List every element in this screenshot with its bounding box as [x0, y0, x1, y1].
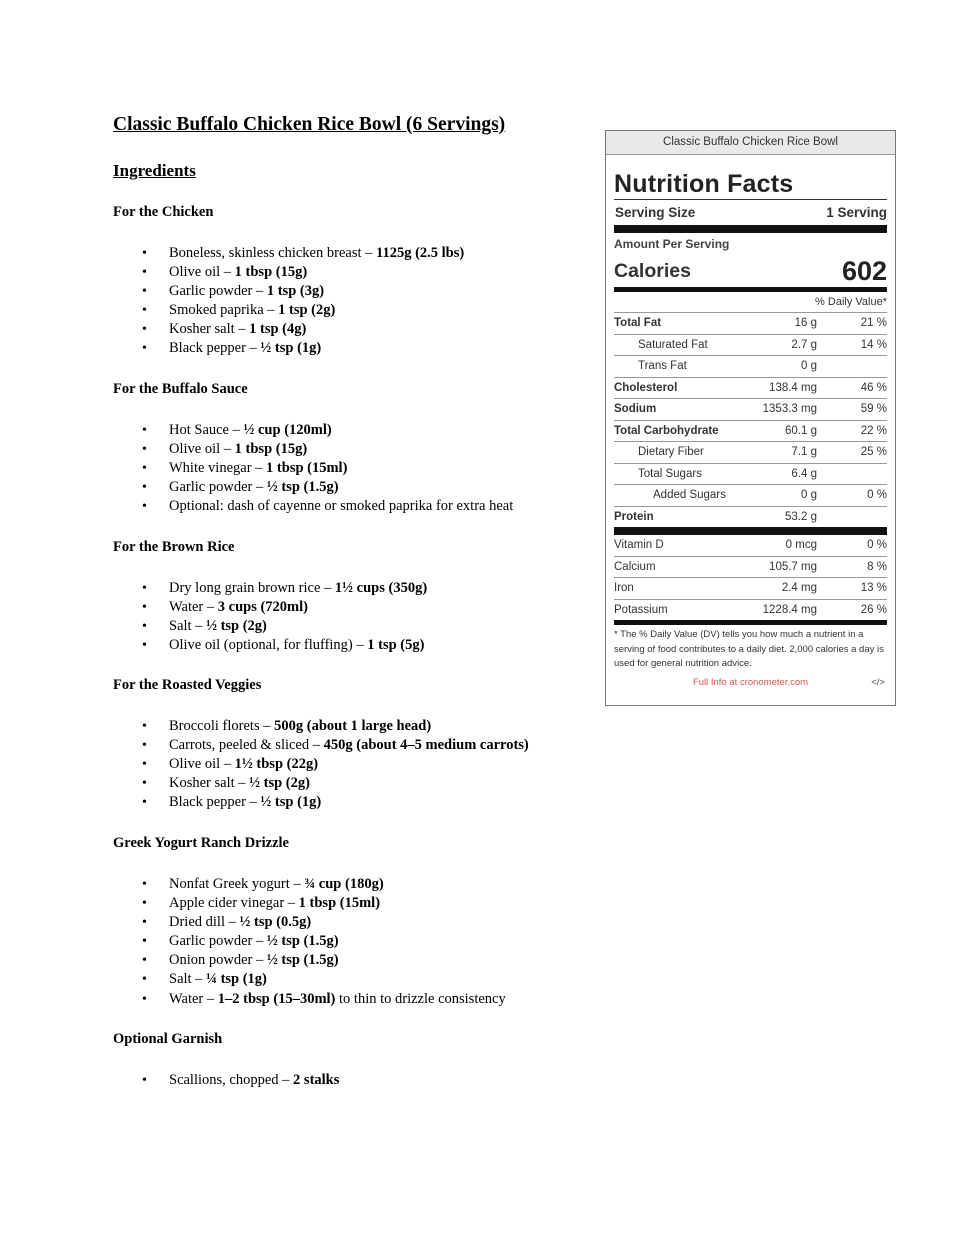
section-title-roasted-veggies: For the Roasted Veggies	[113, 677, 262, 693]
nutrient-row	[614, 377, 887, 399]
daily-value-header: % Daily Value*	[815, 296, 887, 308]
divider	[614, 225, 887, 233]
nutrient-daily-value	[817, 464, 887, 485]
section-title-ranch-drizzle: Greek Yogurt Ranch Drizzle	[113, 835, 289, 851]
ingredient-quantity: 450g (about 4–5 medium carrots)	[323, 737, 529, 754]
ingredient-item	[113, 717, 529, 736]
ingredient-quantity: 1125g (2.5 lbs)	[376, 245, 465, 261]
nutrient-amount: 2.7 g	[791, 338, 817, 351]
nutrient-row	[614, 334, 887, 356]
ingredient-text: Water –	[169, 990, 218, 1007]
ingredient-item	[113, 913, 506, 932]
ingredient-text: Dry long grain brown rice –	[169, 580, 335, 596]
nutrient-daily-value: 13 %	[860, 582, 887, 594]
ingredient-item	[113, 793, 529, 812]
nutrient-daily-value: 8 %	[867, 560, 887, 573]
nutrient-name: Total Fat	[614, 317, 662, 329]
nutrient-daily-value	[817, 356, 887, 377]
nutrient-daily-value: 26 %	[860, 603, 887, 616]
nutrient-amount: 105.7 mg	[769, 560, 817, 573]
ingredient-item	[113, 244, 464, 263]
nutrient-row	[614, 463, 887, 485]
nutrient-row	[614, 506, 887, 528]
ingredient-text: Onion powder –	[169, 952, 267, 969]
ingredient-text: White vinegar –	[169, 460, 267, 477]
nutrient-daily-value: 46 %	[860, 381, 887, 394]
nutrient-daily-value: 22 %	[860, 424, 887, 437]
ingredient-quantity: 1 tbsp (15g)	[234, 264, 308, 281]
ingredient-item	[113, 497, 513, 516]
ingredient-text: Kosher salt –	[169, 775, 250, 792]
ingredient-quantity: 1–2 tbsp (15–30ml)	[217, 990, 336, 1007]
ingredient-text: Black pepper –	[169, 794, 261, 811]
nutrient-amount: 60.1 g	[785, 424, 817, 437]
nutrient-name: Dietary Fiber	[638, 446, 704, 458]
ingredient-item	[113, 894, 506, 913]
nutrient-name: Total Carbohydrate	[614, 424, 719, 437]
ingredient-text: Garlic powder –	[169, 283, 267, 300]
ingredient-quantity: 1 tbsp (15ml)	[266, 460, 348, 477]
nutrient-name: Calcium	[614, 560, 656, 573]
ingredient-quantity: 2 stalks	[293, 1072, 340, 1088]
ingredient-text: Garlic powder –	[169, 933, 267, 950]
ingredient-item	[113, 875, 506, 894]
ingredient-quantity: ½ tsp (1g)	[260, 794, 322, 811]
ingredient-item	[113, 990, 506, 1009]
ingredient-list-optional-garnish	[113, 1071, 339, 1090]
ingredient-item	[113, 736, 529, 755]
nutrient-daily-value: 14 %	[860, 338, 887, 351]
ingredient-list-roasted-veggies	[113, 717, 529, 812]
ingredient-list-buffalo-sauce	[113, 421, 513, 516]
ingredient-text: Water –	[169, 599, 218, 616]
ingredient-item	[113, 339, 464, 358]
ingredient-item	[113, 421, 513, 440]
nutrient-name: Added Sugars	[653, 489, 726, 501]
nutrient-amount: 7.1 g	[791, 446, 817, 458]
ingredient-text: Black pepper –	[169, 340, 261, 357]
nutrient-row	[614, 398, 887, 420]
ingredient-quantity: ½ cup (120ml)	[243, 422, 332, 438]
ingredient-text: Boneless, skinless chicken breast –	[169, 245, 376, 261]
nutrition-facts-title: Nutrition Facts	[614, 170, 794, 198]
calories-row	[614, 255, 887, 287]
nutrient-name: Iron	[614, 582, 634, 594]
section-title-chicken: For the Chicken	[113, 204, 214, 220]
ingredient-item	[113, 459, 513, 478]
ingredient-item	[113, 970, 506, 989]
full-info-link[interactable]: Full Info at cronometer.com	[692, 676, 809, 688]
ingredient-quantity: 1½ tbsp (22g)	[234, 756, 319, 773]
section-title-brown-rice: For the Brown Rice	[113, 539, 235, 555]
nutrient-amount: 0 g	[801, 360, 817, 372]
ingredient-text: Scallions, chopped –	[169, 1072, 294, 1088]
embed-code-icon[interactable]: </>	[871, 676, 885, 688]
nutrition-label	[605, 130, 896, 706]
nutrient-daily-value	[817, 507, 887, 528]
ingredient-quantity: ½ tsp (0.5g)	[239, 914, 312, 931]
nutrition-label-header: Classic Buffalo Chicken Rice Bowl	[606, 131, 895, 155]
ingredients-heading: Ingredients	[113, 161, 196, 180]
nutrient-amount: 53.2 g	[785, 510, 817, 523]
ingredient-quantity: 3 cups (720ml)	[217, 599, 308, 616]
ingredient-note: to thin to drizzle consistency	[335, 990, 506, 1007]
ingredient-quantity: ½ tsp (1.5g)	[266, 479, 339, 496]
amount-per-serving: Amount Per Serving	[614, 237, 730, 251]
nutrient-name: Protein	[614, 510, 654, 523]
ingredient-text: Smoked paprika –	[169, 302, 279, 319]
ingredient-item	[113, 440, 513, 459]
calories-value: 602	[841, 255, 887, 286]
ingredient-item	[113, 1071, 339, 1090]
ingredient-text: Carrots, peeled & sliced –	[169, 737, 324, 754]
nutrient-name: Trans Fat	[638, 360, 687, 372]
divider	[614, 527, 887, 535]
ingredient-text: Olive oil –	[169, 264, 235, 281]
ingredient-text: Hot Sauce –	[169, 422, 244, 438]
nutrient-daily-value: 25 %	[860, 446, 887, 458]
serving-size-value: 1 Serving	[826, 205, 887, 220]
vitamin-row	[614, 599, 887, 621]
ingredient-item	[113, 755, 529, 774]
ingredient-list-ranch-drizzle	[113, 875, 506, 1009]
nutrient-amount: 16 g	[794, 317, 817, 329]
ingredient-text: Apple cider vinegar –	[169, 895, 299, 912]
nutrient-row	[614, 355, 887, 377]
ingredient-item	[113, 617, 427, 636]
ingredient-item	[113, 774, 529, 793]
section-title-optional-garnish: Optional Garnish	[113, 1031, 223, 1047]
ingredient-quantity: ¼ tsp (1g)	[206, 971, 267, 988]
ingredient-quantity: ½ tsp (1.5g)	[266, 933, 339, 950]
ingredient-item	[113, 951, 506, 970]
nutrient-row	[614, 420, 887, 442]
ingredient-item	[113, 263, 464, 282]
ingredient-text: Olive oil –	[169, 441, 235, 458]
ingredient-quantity: 1 tsp (3g)	[266, 283, 325, 300]
section-title-buffalo-sauce: For the Buffalo Sauce	[113, 381, 248, 397]
ingredient-quantity: ½ tsp (1.5g)	[266, 952, 339, 969]
ingredient-list-brown-rice	[113, 579, 427, 655]
ingredient-quantity: 1 tsp (4g)	[249, 321, 307, 338]
ingredient-text: Kosher salt –	[169, 321, 250, 338]
ingredient-item	[113, 301, 464, 320]
nutrient-daily-value: 21 %	[860, 317, 887, 329]
ingredient-text: Broccoli florets –	[169, 718, 275, 734]
nutrient-rows	[614, 312, 887, 527]
ingredient-text: Nonfat Greek yogurt –	[169, 876, 305, 892]
vitamin-row	[614, 577, 887, 599]
nutrient-daily-value: 59 %	[860, 403, 887, 415]
ingredient-quantity: 1 tbsp (15ml)	[298, 895, 381, 912]
nutrient-daily-value: 0 %	[867, 539, 887, 551]
ingredient-text: Olive oil –	[169, 756, 235, 773]
ingredient-text: Salt –	[169, 618, 207, 635]
ingredient-quantity: 1 tsp (5g)	[367, 637, 425, 654]
ingredient-text: Dried dill –	[169, 914, 240, 931]
vitamin-row	[614, 535, 887, 556]
label-links	[614, 672, 887, 694]
nutrient-name: Total Sugars	[638, 467, 702, 480]
ingredient-quantity: ½ tsp (2g)	[249, 775, 310, 792]
nutrient-amount: 0 g	[801, 489, 817, 501]
recipe-title: Classic Buffalo Chicken Rice Bowl (6 Servings)	[113, 114, 506, 135]
nutrient-name: Sodium	[614, 403, 657, 415]
nutrient-name: Vitamin D	[614, 539, 664, 551]
nutrient-amount: 0 mcg	[785, 539, 817, 551]
calories-label: Calories	[614, 259, 691, 282]
ingredient-text: Olive oil (optional, for fluffing) –	[169, 637, 368, 654]
nutrient-name: Potassium	[614, 603, 668, 616]
nutrient-amount: 138.4 mg	[769, 381, 817, 394]
ingredient-item	[113, 282, 464, 301]
nutrient-row	[614, 441, 887, 463]
nutrient-amount: 2.4 mg	[781, 582, 817, 594]
nutrient-amount: 1228.4 mg	[762, 603, 817, 616]
nutrient-name: Saturated Fat	[638, 338, 708, 351]
ingredient-quantity: ½ tsp (2g)	[206, 618, 267, 635]
ingredient-item	[113, 598, 427, 617]
ingredient-quantity: 500g (about 1 large head)	[274, 718, 432, 734]
ingredient-quantity: ¾ cup (180g)	[304, 876, 384, 892]
ingredient-quantity: 1½ cups (350g)	[334, 580, 428, 596]
vitamin-row	[614, 556, 887, 578]
nutrient-name: Cholesterol	[614, 381, 678, 394]
vitamin-rows	[614, 535, 887, 620]
ingredient-quantity: 1 tbsp (15g)	[234, 441, 308, 458]
nutrient-daily-value: 0 %	[867, 489, 887, 501]
daily-value-footnote: * The % Daily Value (DV) tells you how much a nutrient in a serving of food contributes to a daily diet. 2,000 calories a day is used for general nutrition advice.	[614, 629, 884, 669]
ingredient-text: Optional: dash of cayenne or smoked paprika for extra heat	[169, 498, 514, 515]
serving-size-label: Serving Size	[615, 205, 696, 220]
ingredient-item	[113, 636, 427, 655]
ingredient-item	[113, 478, 513, 497]
ingredient-quantity: ½ tsp (1g)	[260, 340, 322, 357]
ingredient-text: Salt –	[169, 971, 207, 988]
nutrient-row	[614, 484, 887, 506]
ingredient-quantity: 1 tsp (2g)	[278, 302, 336, 319]
serving-size-row	[614, 200, 887, 225]
ingredient-item	[113, 579, 427, 598]
ingredient-item	[113, 932, 506, 951]
nutrient-amount: 1353.3 mg	[762, 403, 817, 415]
nutrient-amount: 6.4 g	[791, 467, 817, 480]
ingredient-text: Garlic powder –	[169, 479, 267, 496]
ingredient-list-chicken	[113, 244, 464, 359]
nutrient-row	[614, 312, 887, 334]
ingredient-item	[113, 320, 464, 339]
